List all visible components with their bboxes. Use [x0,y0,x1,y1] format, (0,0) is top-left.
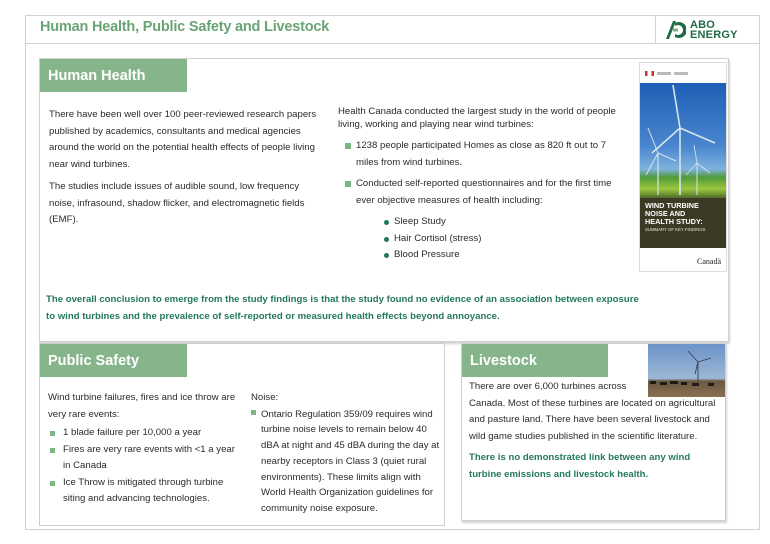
booklet-title-band [640,198,727,248]
public-safety-panel [39,343,445,526]
livestock-text [469,379,719,483]
noise-section [251,390,447,517]
study-lead: Health Canada conducted the largest study in the world of people living, working and playing near wind turbines: [338,106,616,130]
booklet-title [645,202,723,226]
noise-label: Noise: [251,392,279,403]
human-health-tab: Human Health [40,59,187,92]
canada-wordmark: Canadä [697,257,721,266]
booklet-title-line: WIND TURBINE [645,201,699,210]
human-health-panel [39,58,729,342]
booklet-title-line: HEALTH STUDY: [645,217,703,226]
government-of-canada-header [640,63,726,83]
slide [25,15,760,530]
safety-bullet: 1 blade failure per 10,000 a year [48,425,238,442]
human-health-intro [49,107,319,235]
noise-bullet: Ontario Regulation 359/09 requires wind turbine noise levels to remain below 40 dBA at night and 45 dBA during the day at nearby receptors in Class 3 (quiet rural environments). These limits align with World Health Organization guidelines for community noise exposure. [251,407,447,518]
study-bullet: Conducted self-reported questionnaires and for the first time ever objective measures of health including: [338,176,628,209]
booklet-subtitle: SUMMARY OF KEY FINDINGS [645,227,706,232]
measure-item: Sleep Study [384,214,628,231]
safety-bullet: Ice Throw is mitigated through turbine siting and advancing technologies. [48,475,238,508]
abo-logo-mark-icon [664,20,686,40]
canada-flag-icon [645,71,654,76]
abo-energy-logo [655,16,759,44]
measure-item: Blood Pressure [384,247,628,264]
livestock-conclusion: There is no demonstrated link between any wind turbine emissions and livestock health. [469,452,691,480]
wind-turbine-icon [640,83,727,198]
gov-wordmark [674,72,688,75]
page-title: Human Health, Public Safety and Livestock [40,19,330,35]
study-bullet: 1238 people participated Homes as close as 820 ft out to 7 miles from wind turbines. [338,138,628,171]
intro-paragraph: There have been well over 100 peer-reviewed research papers published by academics, consultants and medical agencies around the world on the potential health effects of people living near wind turbines. [49,109,317,170]
wind-turbines-photo [640,83,727,198]
rare-events-section [48,390,238,508]
livestock-panel [461,343,726,521]
health-measures-list [338,214,628,264]
logo-text [690,20,738,40]
rare-events-lead: Wind turbine failures, fires and ice throw are very rare events: [48,392,236,420]
livestock-para: Canada. Most of these turbines are located on agricultural and pasture land. There have been several livestock and wild game studies published in the scientific literature. [469,397,716,442]
safety-bullet: Fires are very rare events with <1 a year in Canada [48,442,238,475]
header-bar [26,16,759,44]
logo-line-2: ENERGY [690,29,738,41]
health-canada-study [338,106,628,264]
public-safety-tab: Public Safety [40,344,187,377]
booklet-title-line: NOISE AND [645,209,686,218]
gov-wordmark [657,72,671,75]
intro-paragraph: The studies include issues of audible sound, low frequency noise, infrasound, shadow flicker, and electromagnetic fields (EMF). [49,181,305,225]
study-conclusion: The overall conclusion to emerge from the study findings is that the study found no evidence of an association between exposure to wind turbines and the prevalence of self-reported or measured health effects beyond annoyance. [46,294,639,322]
livestock-para-first: There are over 6,000 turbines across [469,381,627,392]
logo-line-1: ABO [690,19,716,31]
health-study-booklet-image [639,62,727,272]
measure-item: Hair Cortisol (stress) [384,231,628,248]
livestock-tab: Livestock [462,344,608,377]
